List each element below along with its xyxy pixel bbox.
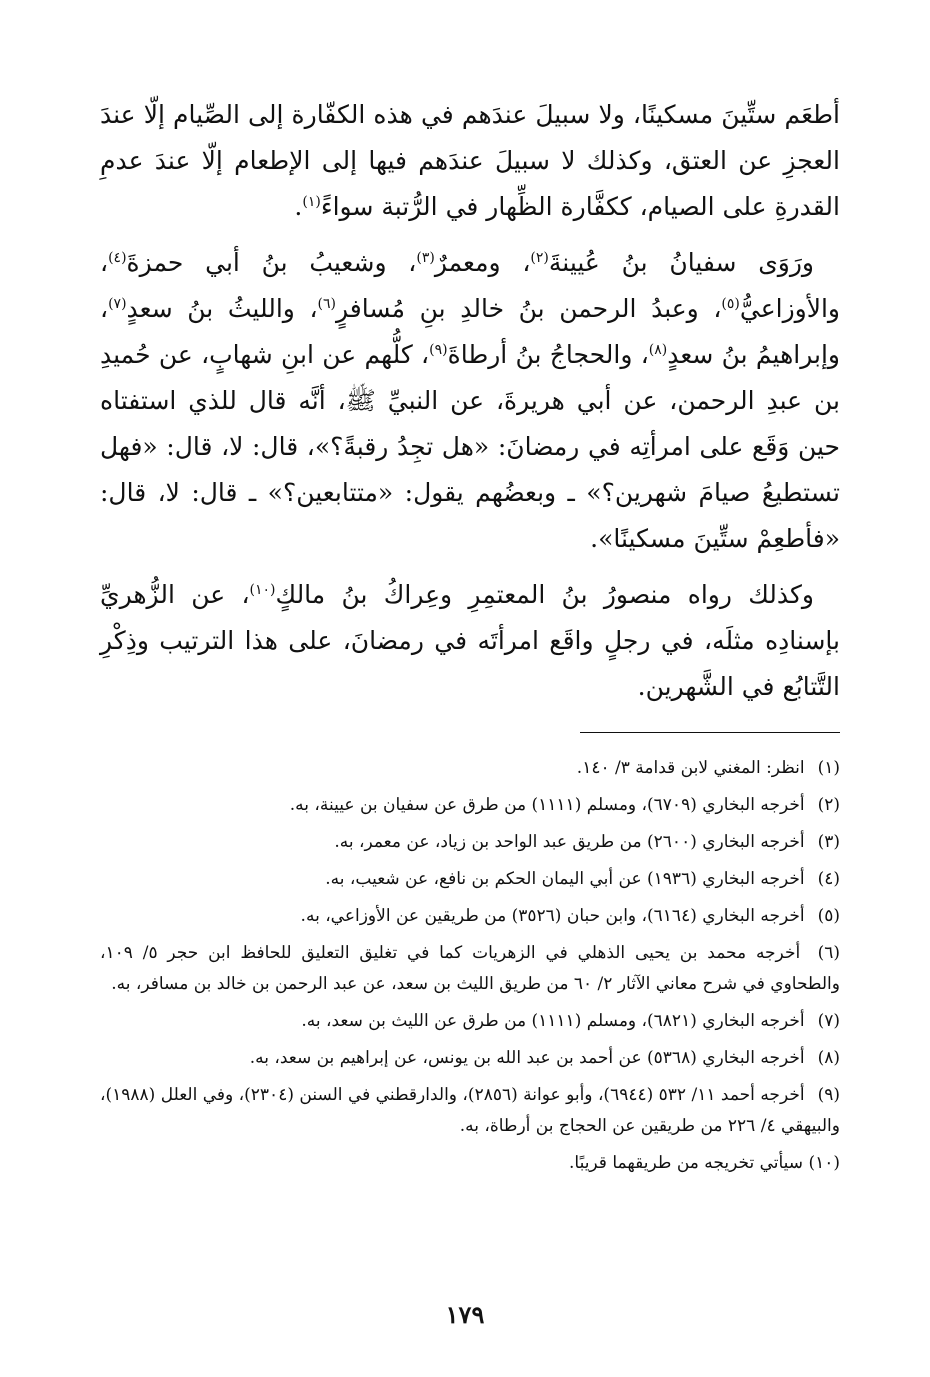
footnote-number: (٦) (817, 943, 841, 963)
footnote-number: (٩) (817, 1085, 840, 1105)
footnote-ref: (١٠) (249, 582, 276, 598)
footnote-text: أخرجه البخاري (٥٣٦٨) عن أحمد بن عبد الله بن يونس، عن إبراهيم بن سعد، به. (249, 1048, 805, 1068)
text-run: ، وإبراهيمُ بنُ سعدٍ (100, 294, 840, 369)
main-text (100, 92, 840, 710)
footnote-ref: (٨) (648, 342, 668, 358)
footnote-ref: (٤) (108, 250, 127, 266)
footnote-10 (100, 1148, 840, 1179)
footnote-9 (100, 1080, 840, 1142)
text-run: وكذلك رواه منصورُ بنُ المعتمِرِ وعِراكُ بنُ مالكٍ (275, 580, 815, 609)
footnote-text: أخرجه البخاري (٦٨٢١)، ومسلم (١١١١) من طرق عن الليث بن سعد، به. (301, 1011, 805, 1031)
footnote-number: (١) (817, 758, 840, 778)
text-run: ورَوَى سفيانُ بنُ عُيينةَ (548, 248, 814, 277)
text-run: ، كلُّهم عن ابنِ شهابٍ، عن حُميدِ بن عبدِ الرحمن، عن أبي هريرةَ، عن النبيِّ ﷺ، أنَّه قال للذي استفتاه حين وَقَع على امرأتِه في رمضانَ: «هل تجِدُ رقبةً؟»، قال: لا، قال: «فهل تستطيعُ صيامَ شهرين؟» ـ وبعضُهم يقول: «متتابعين؟» ـ قال: لا، قال: «فأطعِمْ ستِّينَ مسكينًا». (100, 340, 840, 553)
footnote-2 (100, 790, 840, 821)
footnote-4 (100, 864, 840, 895)
footnotes-list (100, 753, 840, 1179)
text-run: ، وشعيبُ بنُ أبي حمزةَ (126, 248, 417, 277)
footnote-1 (100, 753, 840, 784)
footnote-text: أخرجه محمد بن يحيى الذهلي في الزهريات كما في تغليق التعليق للحافظ ابن حجر ٥/ ١٠٩، والطحاوي في شرح معاني الآثار ٢/ ٦٠ من طريق الليث بن سعد، عن عبد الرحمن بن خالد بن مسافر، به. (100, 943, 840, 994)
footnote-text: أخرجه البخاري (٢٦٠٠) من طريق عبد الواحد بن زياد، عن معمر، به. (334, 832, 805, 852)
footnote-ref: (٥) (721, 296, 740, 312)
paragraph-1 (100, 92, 840, 230)
footnote-8 (100, 1043, 840, 1074)
page-number: ١٧٩ (445, 1300, 485, 1329)
footnote-text: أخرجه البخاري (٦٧٠٩)، ومسلم (١١١١) من طرق عن سفيان بن عيينة، به. (289, 795, 805, 815)
text-run: ، والأوزاعيُّ (100, 248, 840, 323)
footnote-number: (٨) (817, 1048, 840, 1068)
footnote-ref: (١) (302, 194, 321, 210)
footnote-text: أخرجه البخاري (٦١٦٤)، وابن حبان (٣٥٢٦) من طريقين عن الأوزاعي، به. (300, 906, 805, 926)
text-run: ، والليثُ بنُ سعدٍ (126, 294, 318, 323)
paragraph-2 (100, 240, 840, 562)
footnote-text: أخرجه أحمد ١١/ ٥٣٢ (٦٩٤٤)، وأبو عوانة (٢٨٥٦)، والدارقطني في السنن (٢٣٠٤)، وفي العلل (١٩٨٨)، والبيهقي ٤/ ٢٢٦ من طريقين عن الحجاج بن أرطاة، به. (100, 1085, 840, 1136)
footnote-7 (100, 1006, 840, 1037)
footnote-number: (٣) (817, 832, 840, 852)
text-run: أطعَم ستِّينَ مسكينًا، ولا سبيلَ عندَهم في هذه الكفّارة إلى الصِّيام إلّا عندَ العجزِ عن العتق، وكذلك لا سبيلَ عندَهم فيها إلى الإطعام إلّا عندَ عدمِ القدرةِ على الصيام، ككفَّارة الظِّهار في الرُّتبة سواءً (100, 100, 840, 221)
text-run: ، والحجاجُ بنُ أرطاةَ (447, 340, 649, 369)
text-run: ، عن الزُّهريِّ بإسنادِه مثلَه، في رجلٍ واقَع امرأتَه في رمضانَ، على هذا الترتيب وذِكْرِ التَّتابُع في الشَّهرين. (100, 580, 840, 701)
footnote-text: أخرجه البخاري (١٩٣٦) عن أبي اليمان الحكم بن نافع، عن شعيب، به. (325, 869, 805, 889)
footnote-number: (٢) (817, 795, 840, 815)
footnote-text: انظر: المغني لابن قدامة ٣/ ١٤٠. (576, 758, 805, 778)
footnote-ref: (٩) (429, 342, 448, 358)
footnote-text: سيأتي تخريجه من طريقهما قريبًا. (568, 1153, 804, 1173)
footnote-ref: (٧) (108, 296, 127, 312)
text-run: ، وعبدُ الرحمن بنُ خالدِ بنِ مُسافرٍ (335, 294, 722, 323)
text-run: ، ومعمرٌ (434, 248, 531, 277)
footnote-number: (٤) (817, 869, 840, 889)
footnote-number: (١٠) (808, 1153, 840, 1173)
text-run: . (294, 192, 303, 221)
paragraph-3 (100, 572, 840, 710)
footnote-ref: (٢) (530, 250, 549, 266)
footnote-5 (100, 901, 840, 932)
footnote-number: (٥) (817, 906, 840, 926)
footnote-number: (٧) (817, 1011, 840, 1031)
footnote-ref: (٣) (416, 250, 435, 266)
footnote-ref: (٦) (317, 296, 336, 312)
footnote-separator (580, 732, 840, 733)
footnote-3 (100, 827, 840, 858)
footnote-6 (100, 938, 840, 1000)
